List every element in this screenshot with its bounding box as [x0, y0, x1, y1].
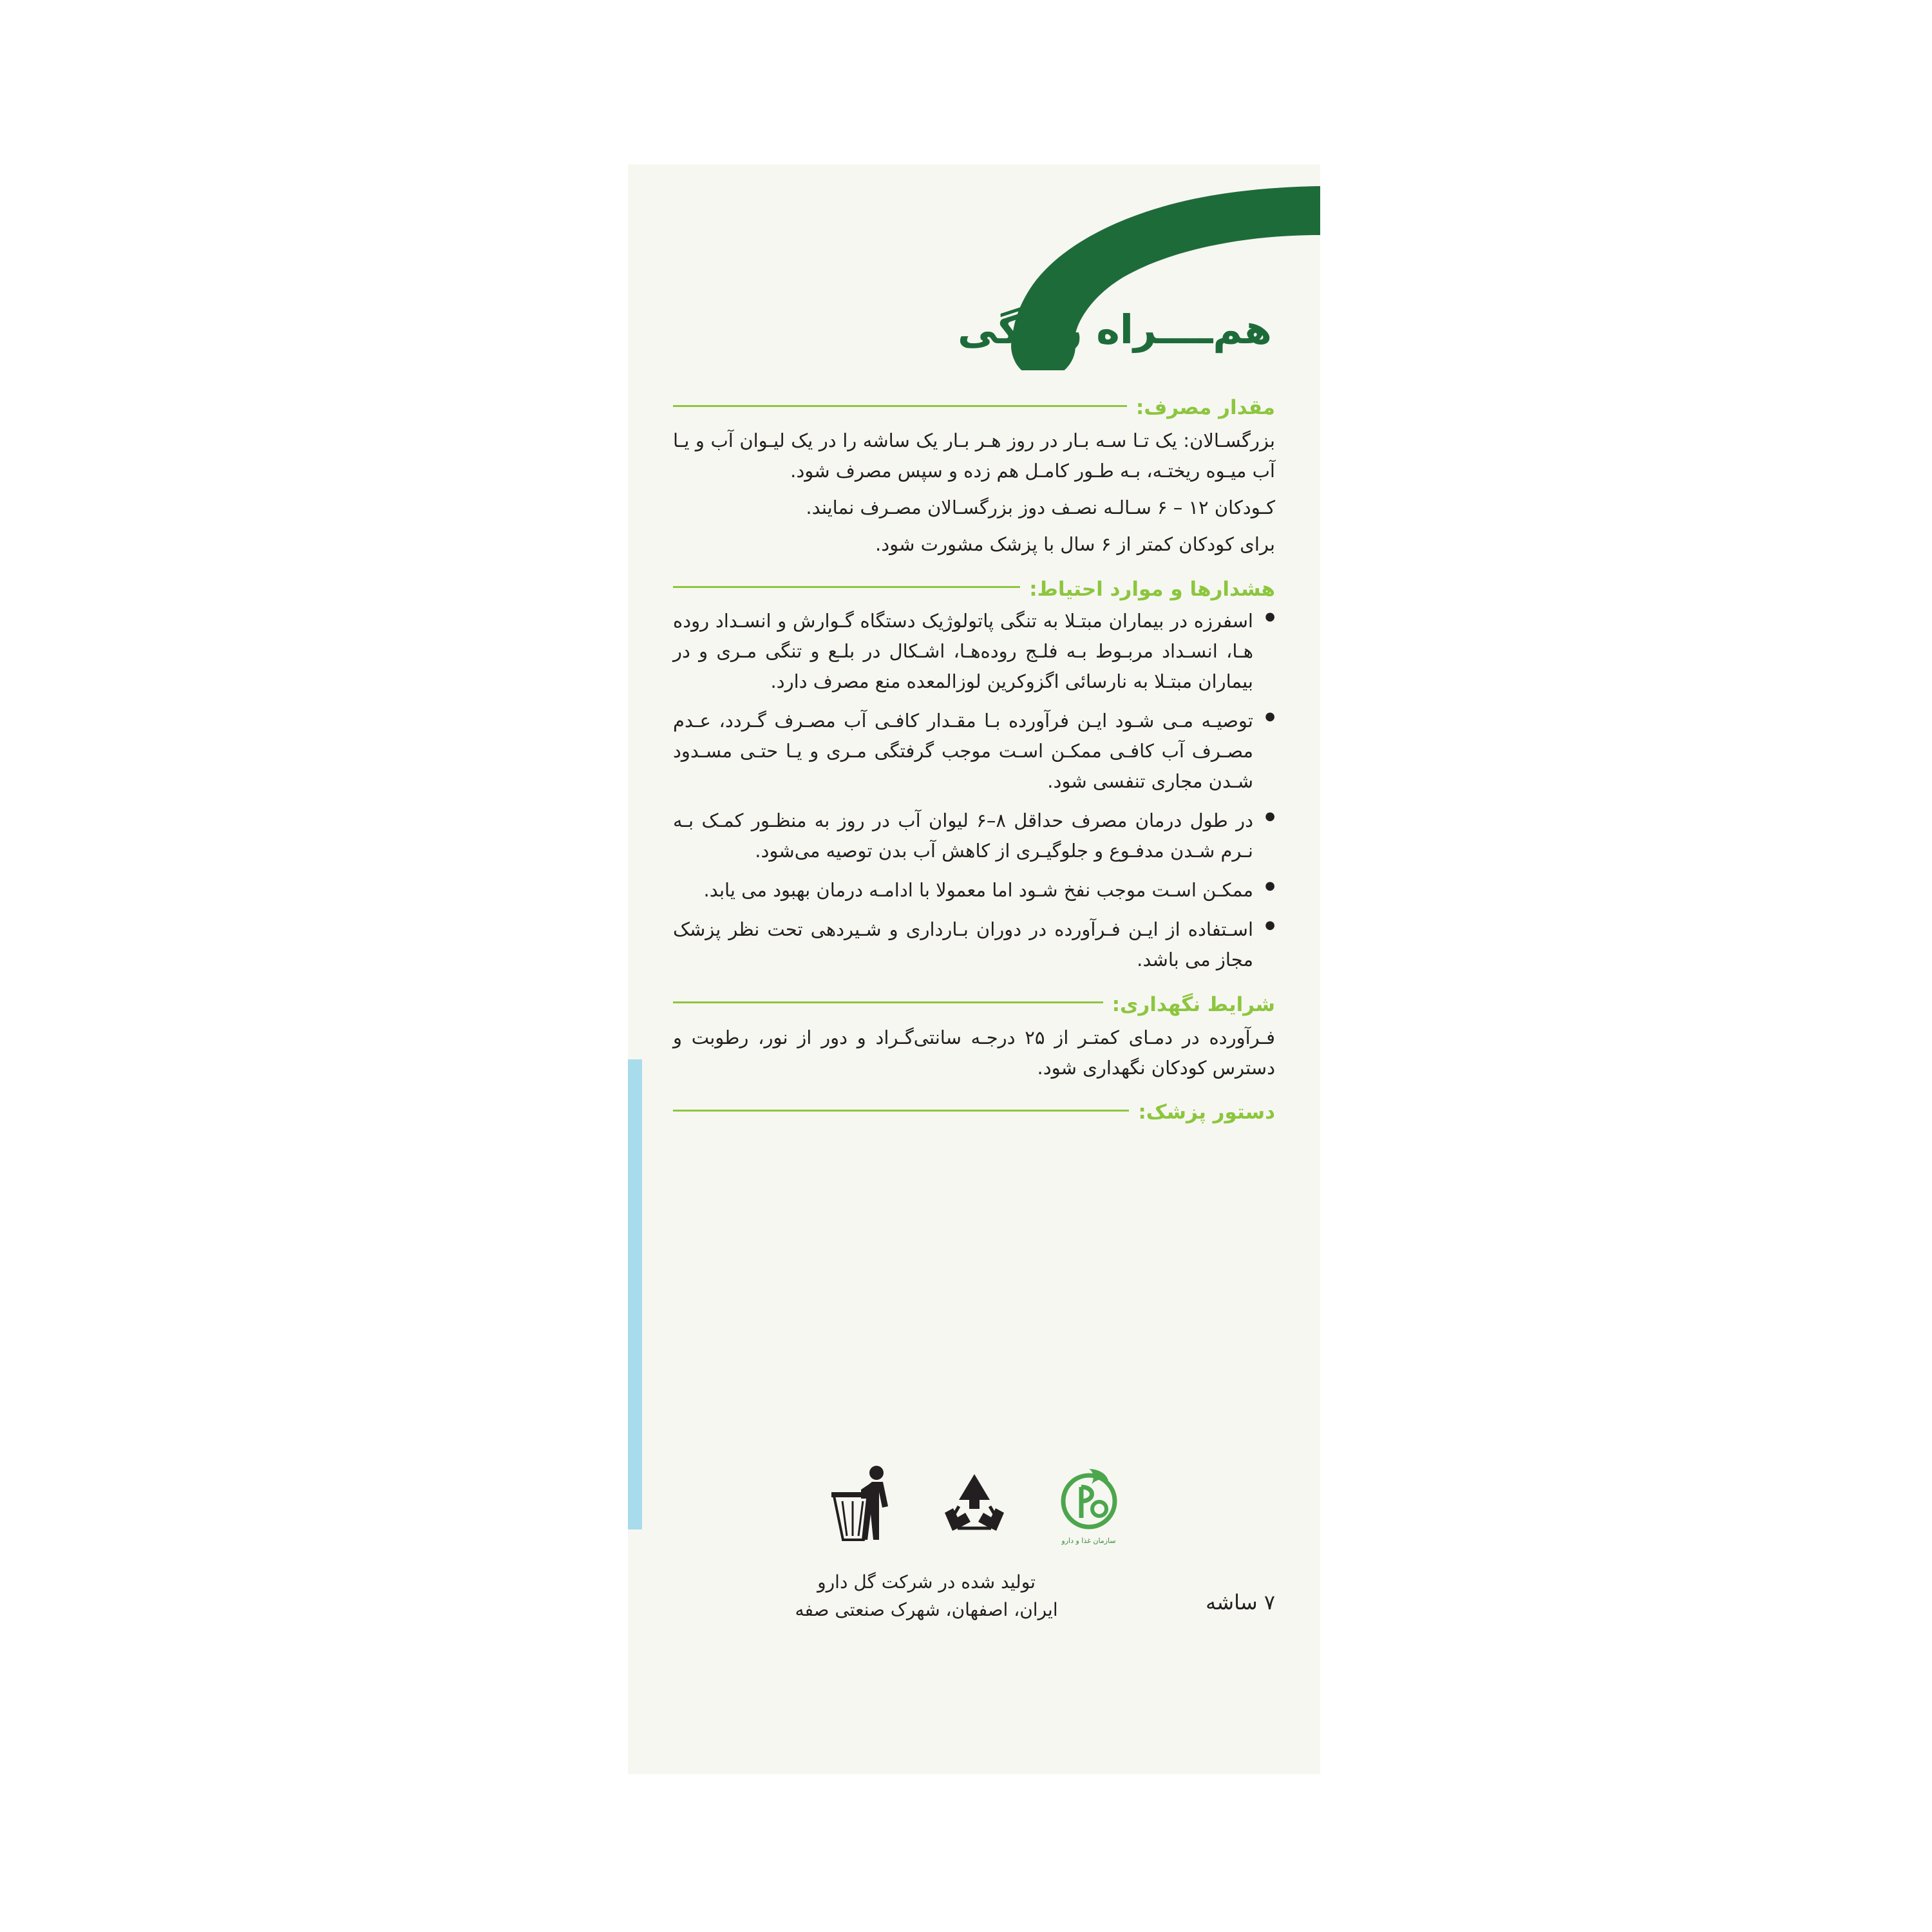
list-item: ● ممکـن اسـت موجب نفخ شـود اما معمولا با ادامـه درمان بهبود می یابد.	[673, 875, 1275, 905]
list-item: ● توصیـه مـی شـود ایـن فرآورده بـا مقـدار کافـی آب مصـرف گـردد، عـدم مصـرف آب کافـی ممکـن اسـت موجب گرفتگی مـری و یـا حتـی مسـدود شـدن مجاری تنفسی شود.	[673, 706, 1275, 797]
section-heading-dosage	[673, 396, 1275, 419]
section-label-warnings: هشدارها و موارد احتیاط:	[1029, 577, 1275, 601]
list-item: ● اسـتفاده از ایـن فـرآورده در دوران بـارداری و شـیردهی تحت نظر پزشک مجاز می باشد.	[673, 914, 1275, 975]
section-heading-warnings	[673, 578, 1275, 601]
list-item: ● اسفرزه در بیماران مبتـلا به تنگی پاتولوژیک دستگاه گـوارش و انسـداد روده هـا، انسـداد مربـوط بـه فلـج روده‌هـا، اشـکال در بلـع و تنگی مـری و در بیماران مبتـلا به نارسائی اگزوکرین لوزالمعده منع مصرف دارد.	[673, 606, 1275, 697]
package-text-content	[673, 396, 1275, 1124]
dosage-paragraph-under-six: برای کودکان کمتر از ۶ سال با پزشک مشورت شود.	[875, 533, 1275, 555]
product-package-panel	[628, 164, 1320, 1774]
dosage-paragraph-adults: بزرگسـالان: یک تـا سـه بـار در روز هـر بـار یک ساشه را در یک لیـوان آب و یـا آب میـوه ریختـه، بـه طـور کامـل هم زده و سپس مصرف شود.	[673, 430, 1275, 482]
section-heading-storage	[673, 993, 1275, 1016]
section-rule-storage	[673, 1001, 1103, 1003]
section-label-storage: شرایط نگهداری:	[1112, 992, 1275, 1016]
warnings-list	[673, 606, 1275, 975]
section-heading-prescription	[673, 1101, 1275, 1124]
storage-paragraph: فـرآورده در دمـای کمتـر از ۲۵ درجـه سانتی‌گـراد و دور از نور، رطوبت و دسترس کودکان نگهداری شود.	[673, 1026, 1276, 1079]
dispose-in-bin-icon	[821, 1459, 898, 1542]
iso-caption: سازمان غذا و دارو	[1061, 1537, 1116, 1545]
section-rule-prescription	[673, 1110, 1129, 1112]
section-label-dosage: مقدار مصرف:	[1135, 396, 1275, 419]
brand-slogan: هم‌ــــراه زندگی	[958, 306, 1272, 353]
section-rule-dosage	[673, 405, 1127, 407]
list-item: ● در طول درمان مصرف حداقل ۸–۶ لیوان آب در روز به منظـور کمـک بـه نـرم شـدن مدفـوع و جلوگیـری از کاهش آب بدن توصیه می‌شود.	[673, 806, 1275, 866]
section-rule-warnings	[673, 586, 1020, 588]
section-label-prescription: دستور پزشک:	[1138, 1101, 1275, 1124]
sachet-count-label: ۷ ساشه	[1206, 1590, 1275, 1615]
recycle-icon	[936, 1459, 1013, 1542]
manufacturer-block	[673, 1568, 1180, 1624]
package-footer	[673, 1568, 1275, 1624]
manufacturer-line-2: ایران، اصفهان، شهرک صنعتی صفه	[795, 1599, 1058, 1621]
dosage-paragraph-children: کـودکان ۱۲ – ۶ سـالـه نصـف دوز بزرگسـالان مصـرف نمایند.	[806, 496, 1275, 518]
manufacturer-line-1: تولید شده در شرکت گل دارو	[817, 1571, 1036, 1593]
package-icon-row	[628, 1459, 1320, 1545]
iso-food-drug-approval-icon	[1050, 1459, 1128, 1545]
